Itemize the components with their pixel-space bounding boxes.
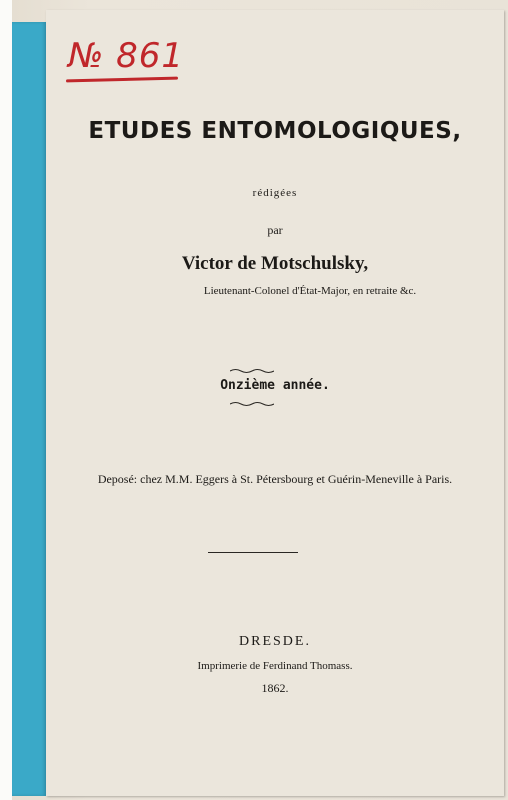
handwritten-catalog-number: № 861 <box>68 36 185 76</box>
print-year: 1862. <box>261 681 289 695</box>
redigees-text: rédigées <box>252 187 298 199</box>
divider-rule <box>208 552 298 553</box>
top-ornament <box>230 368 274 374</box>
page-edge <box>0 0 12 800</box>
author-rank: Lieutenant-Colonel d'État-Major, en retraite &c. <box>203 285 417 297</box>
document-title: ETUDES ENTOMOLOGIQUES, <box>88 118 462 144</box>
city-text: DRESDE. <box>239 634 311 649</box>
bottom-ornament <box>230 401 274 407</box>
par-text: par <box>267 223 283 237</box>
author-name: Victor de Motschulsky, <box>181 253 369 274</box>
depose-line: Deposé: chez M.M. Eggers à St. Pétersbourg et Guérin-Meneville à Paris. <box>97 472 453 486</box>
blue-spine <box>12 22 46 796</box>
printer-text: Imprimerie de Ferdinand Thomass. <box>197 660 353 672</box>
edition-text: Onzième année. <box>220 378 330 393</box>
